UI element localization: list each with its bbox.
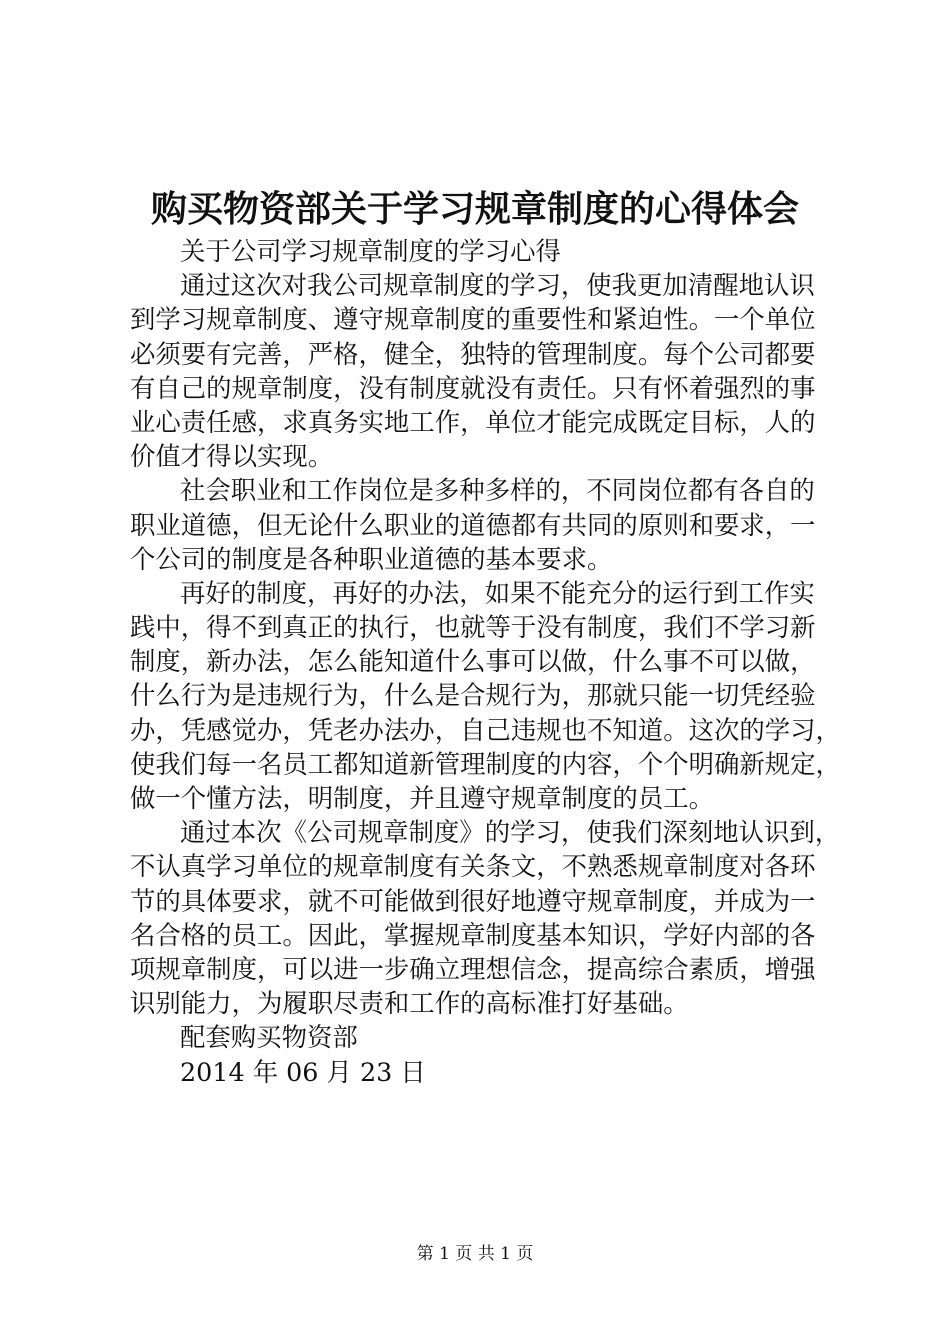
- date-line: 2014 年 06 月 23 日: [180, 1056, 426, 1087]
- body-line: 践中，得不到真正的执行，也就等于没有制度，我们不学习新: [130, 612, 816, 643]
- body-line: 通过这次对我公司规章制度的学习，使我更加清醒地认识: [180, 270, 815, 301]
- body-line: 项规章制度，可以进一步确立理想信念，提高综合素质，增强: [130, 953, 816, 984]
- body-line: 关于公司学习规章制度的学习心得: [180, 236, 561, 266]
- body-line: 什么行为是违规行为，什么是合规行为，那就只能一切凭经验: [130, 680, 816, 711]
- body-line: 业心责任感，求真务实地工作，单位才能完成既定目标，人的: [130, 406, 816, 437]
- body-line: 价值才得以实现。: [130, 441, 334, 472]
- body-line: 通过本次《公司规章制度》的学习，使我们深刻地认识到，: [180, 817, 841, 848]
- signature-line: 配套购买物资部: [180, 1022, 358, 1053]
- body-line: 不认真学习单位的规章制度有关条文，不熟悉规章制度对各环: [130, 851, 816, 882]
- body-line: 个公司的制度是各种职业道德的基本要求。: [130, 543, 613, 574]
- body-line: 使我们每一名员工都知道新管理制度的内容，个个明确新规定，: [130, 748, 841, 779]
- body-line: 有自己的规章制度，没有制度就没有责任。只有怀着强烈的事: [130, 372, 816, 403]
- body-line: 做一个懂方法，明制度，并且遵守规章制度的员工。: [130, 783, 714, 813]
- body-line: 识别能力，为履职尽责和工作的高标准打好基础。: [130, 988, 689, 1019]
- body-line: 节的具体要求，就不可能做到很好地遵守规章制度，并成为一: [130, 885, 816, 916]
- body-line: 职业道德，但无论什么职业的道德都有共同的原则和要求，一: [130, 509, 816, 540]
- body-line: 再好的制度，再好的办法，如果不能充分的运行到工作实: [180, 577, 815, 608]
- page-footer: 第 1 页 共 1 页: [416, 1244, 534, 1264]
- document-title: 购买物资部关于学习规章制度的心得体会: [150, 188, 799, 230]
- body-line: 到学习规章制度、遵守规章制度的重要性和紧迫性。一个单位: [130, 304, 816, 335]
- body-line: 制度，新办法，怎么能知道什么事可以做，什么事不可以做，: [130, 646, 816, 677]
- body-line: 办，凭感觉办，凭老办法办，自己违规也不知道。这次的学习，: [130, 714, 841, 745]
- body-line: 社会职业和工作岗位是多种多样的，不同岗位都有各自的: [180, 475, 815, 506]
- document-body: [130, 234, 841, 1089]
- body-line: 名合格的员工。因此，掌握规章制度基本知识，学好内部的各: [130, 919, 816, 950]
- body-line: 必须要有完善，严格，健全，独特的管理制度。每个公司都要: [130, 338, 816, 369]
